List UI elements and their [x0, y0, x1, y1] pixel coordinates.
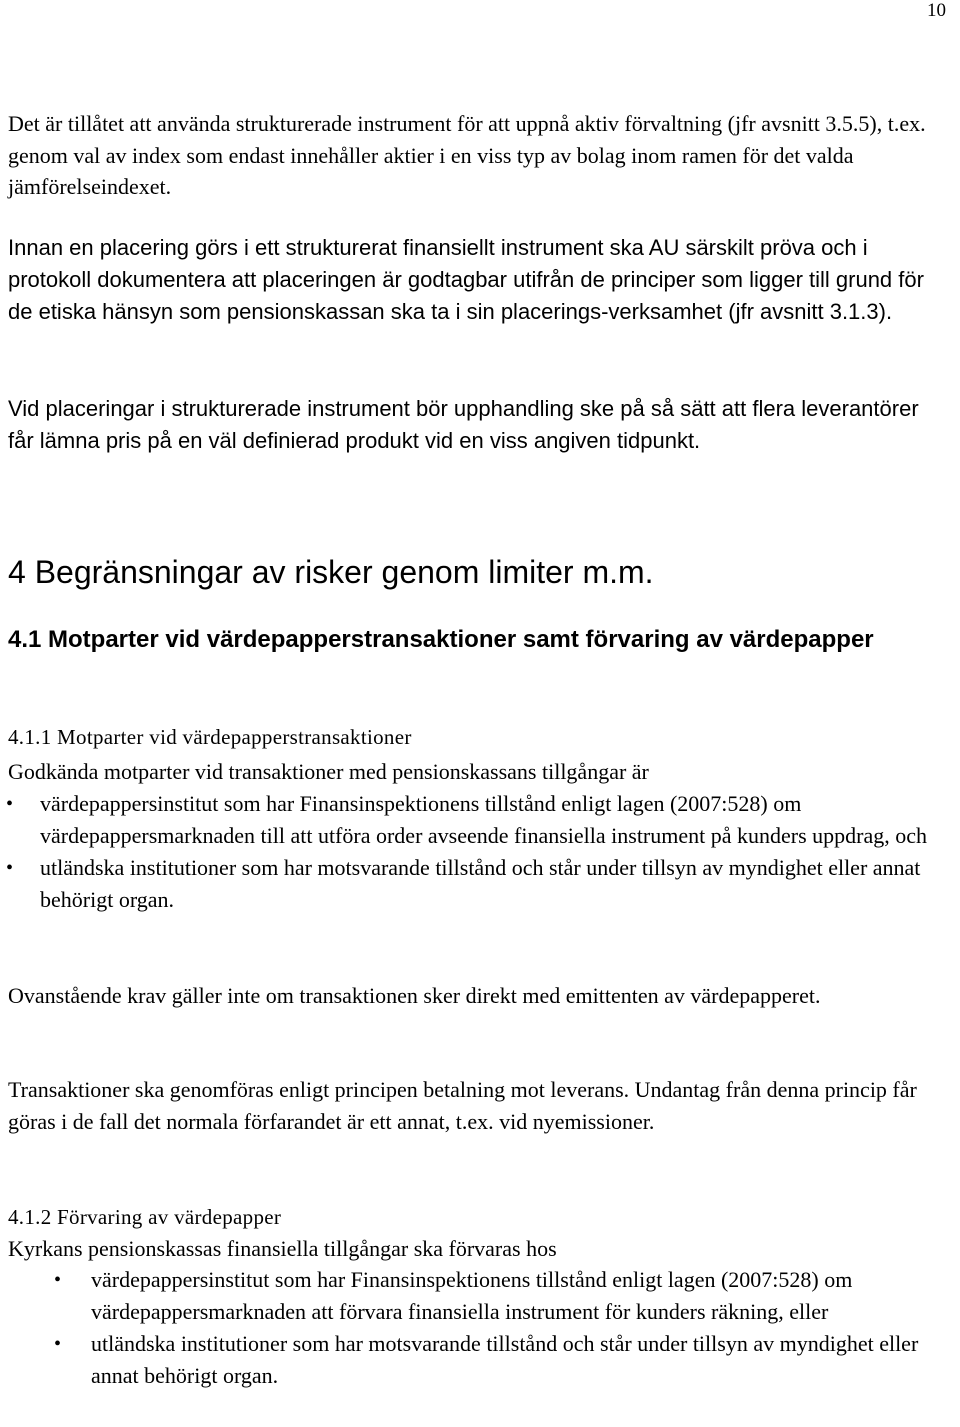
paragraph-procurement: Vid placeringar i strukturerade instrument bör upphandling ske på så sätt att flera leverantörer får lämna pris på en väl definierad produkt vid en viss angiven tidpunkt. [8, 396, 919, 453]
list-item-text: värdepappersinstitut som har Finansinspektionens tillstånd enligt lagen (2007:528) om värdepappersmarknaden till att utföra order avseende finansiella instrument på kunders uppdrag, och [40, 791, 928, 848]
bullet-icon: • [54, 1269, 62, 1291]
paragraph-au-review: Innan en placering görs i ett strukturerat finansiellt instrument ska AU särskilt pröva och i protokoll dokumentera att placeringen är godtagbar utifrån de principer som ligger till grund för de etiska hänsyn som pensionskassan ska ta i sin placerings-verksamhet (jfr avsnitt 3.1.3). [8, 235, 924, 324]
bullet-icon: • [54, 1333, 62, 1355]
section-heading-4-1: 4.1 Motparter vid värdepapperstransaktioner samt förvaring av värdepapper [8, 626, 874, 653]
list-item [6, 788, 955, 852]
section-heading-4: 4 Begränsningar av risker genom limiter m.m. [8, 554, 654, 590]
list-item [54, 1328, 951, 1392]
page-number: 10 [927, 0, 946, 21]
paragraph-approved-counterparties: Godkända motparter vid transaktioner med pensionskassans tillgångar är [8, 759, 649, 784]
bullet-icon: • [6, 793, 14, 815]
section-heading-4-1-1: 4.1.1 Motparter vid värdepapperstransaktioner [8, 725, 412, 749]
list-item-text: värdepappersinstitut som har Finansinspektionens tillstånd enligt lagen (2007:528) om värdepappersmarknaden att förvara finansiella instrument för kunders räkning, eller [91, 1267, 853, 1324]
bullet-icon: • [6, 857, 14, 879]
paragraph-structured-instruments: Det är tillåtet att använda strukturerade instrument för att uppnå aktiv förvaltning (jfr avsnitt 3.5.5), t.ex. genom val av index som endast innehåller aktier i en viss typ av bolag inom ramen för det valda jämförelseindexet. [8, 111, 926, 199]
section-heading-4-1-2: 4.1.2 Förvaring av värdepapper [8, 1205, 282, 1229]
list-item-text: utländska institutioner som har motsvarande tillstånd och står under tillsyn av myndighet eller annat behörigt organ. [91, 1331, 919, 1388]
paragraph-issuer-exception: Ovanstående krav gäller inte om transaktionen sker direkt med emittenten av värdepapperet. [8, 983, 821, 1008]
custody-list [54, 1264, 951, 1392]
list-item [6, 852, 955, 916]
list-item [54, 1264, 951, 1328]
counterparties-list [6, 788, 955, 916]
paragraph-delivery-vs-payment: Transaktioner ska genomföras enligt principen betalning mot leverans. Undantag från denna princip får göras i de fall det normala förfarandet är ett annat, t.ex. vid nyemissioner. [8, 1077, 917, 1134]
paragraph-custody-intro: Kyrkans pensionskassas finansiella tillgångar ska förvaras hos [8, 1236, 557, 1261]
list-item-text: utländska institutioner som har motsvarande tillstånd och står under tillsyn av myndighet eller annat behörigt organ. [40, 855, 921, 912]
